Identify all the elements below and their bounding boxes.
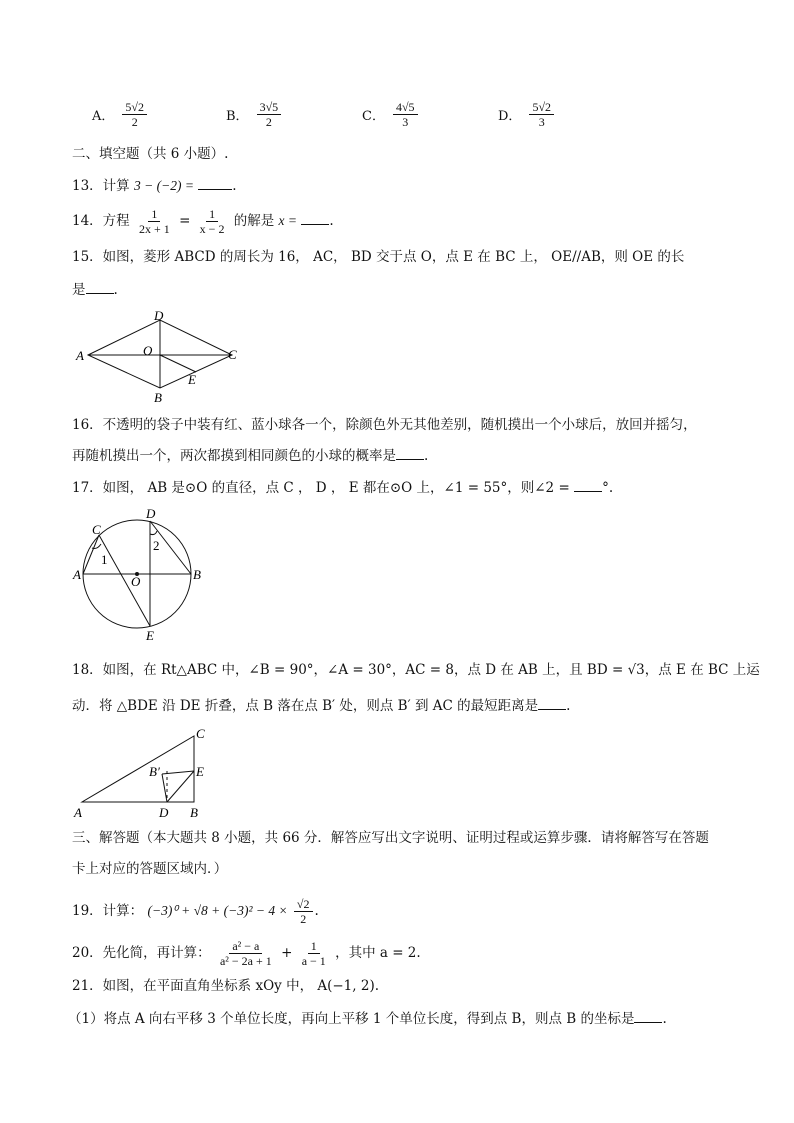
q14-left-num: 1 [148, 207, 160, 222]
option-b-num: 3√5 [257, 100, 282, 115]
q19-prefix: 19．计算： [72, 903, 144, 919]
fig18-label-c: C [196, 726, 205, 741]
fig17-label-c: C [92, 522, 101, 537]
q21-1-answer-blank[interactable] [634, 1008, 662, 1023]
option-d-fraction [529, 100, 554, 129]
q14-equals: = [179, 213, 191, 229]
option-c-label: C． [362, 109, 385, 124]
option-c-fraction [393, 100, 418, 129]
q14-suffix: . [329, 213, 334, 229]
question-21: 21．如图，在平面直角坐标系 xOy 中， A(−1, 2). [72, 978, 380, 994]
q14-left-den: 2x + 1 [138, 222, 170, 236]
option-d-den: 3 [538, 115, 545, 129]
fig18-label-e: E [196, 764, 204, 779]
option-b [226, 100, 283, 129]
q20-num1: a² − a [229, 939, 262, 954]
section3-line2: 卡上对应的答题区域内．） [72, 861, 228, 877]
question-18-line1: 18．如图，在 Rt△ABC 中，∠B = 90°，∠A = 30°，AC = 8，点 D 在 AB 上，且 BD = √3，点 E 在 BC 上运 [72, 662, 760, 678]
fig17-label-e: E [146, 628, 154, 643]
q20-num2: 1 [308, 939, 320, 954]
section2-title: 二、填空题（共 6 小题）. [72, 146, 229, 162]
q16-answer-blank[interactable] [396, 445, 424, 460]
q17-answer-blank[interactable] [574, 477, 602, 492]
q19-den: 2 [300, 912, 307, 926]
option-a-fraction [122, 100, 147, 129]
question-17 [72, 477, 613, 498]
q14-prefix: 14．方程 [72, 213, 130, 229]
option-b-fraction [257, 100, 282, 129]
section3-line1: 三、解答题（本大题共 8 小题，共 66 分．解答应写出文字说明、证明过程或运算步骤．请将解答写在答题 [72, 830, 709, 846]
fig15-label-d: D [154, 308, 164, 323]
q18-line2-prefix: 动．将 △BDE 沿 DE 折叠，点 B 落在点 B′ 处，则点 B′ 到 AC 的最短距离是 [72, 698, 539, 714]
q15-line2-prefix: 是 [72, 282, 86, 298]
figure-18-triangle [70, 722, 230, 822]
q13-prefix: 13．计算 [72, 178, 130, 194]
q13-suffix: . [232, 178, 237, 194]
option-b-label: B． [226, 109, 249, 124]
fig18-label-a: A [74, 805, 82, 820]
q16-suffix: . [424, 448, 429, 464]
option-c [362, 100, 420, 129]
q21-1-suffix: . [662, 1011, 667, 1027]
q14-right-num: 1 [206, 207, 218, 222]
q14-mid: 的解是 [233, 213, 275, 229]
figure-17-circle [70, 504, 220, 644]
q14-right-fraction [197, 207, 228, 236]
q20-fraction-2 [299, 939, 329, 968]
q19-expr: (−3)⁰ + √8 + (−3)² − 4 × [147, 903, 288, 918]
q14-var: x = [278, 213, 298, 228]
q20-den2: a − 1 [301, 954, 326, 968]
q20-plus: + [281, 945, 293, 961]
q18-suffix: . [566, 698, 571, 714]
question-14 [72, 207, 334, 236]
fig17-label-a: A [73, 567, 81, 582]
q20-den1: a² − 2a + 1 [219, 954, 272, 968]
q14-left-fraction [136, 207, 173, 236]
option-c-den: 3 [402, 115, 409, 129]
question-16-line2 [72, 445, 428, 466]
q14-answer-blank[interactable] [301, 210, 329, 225]
fig18-label-b: B [190, 805, 198, 820]
option-b-den: 2 [265, 115, 272, 129]
q14-right-den: x − 2 [199, 222, 225, 236]
fig15-label-o: O [143, 343, 153, 358]
question-21-part1 [68, 1008, 667, 1029]
fig17-label-d: D [146, 506, 156, 521]
question-13 [72, 175, 237, 196]
q19-num: √2 [294, 897, 313, 912]
q20-tail: ，其中 a = 2. [335, 945, 421, 961]
q19-fraction [294, 897, 313, 926]
option-d-num: 5√2 [529, 100, 554, 115]
q21-1-text: （1）将点 A 向右平移 3 个单位长度，再向上平移 1 个单位长度，得到点 B，则点 B 的坐标是 [68, 1011, 635, 1027]
question-20 [72, 939, 421, 968]
q13-expr: 3 − (−2) = [133, 178, 194, 193]
fig18-label-d: D [159, 805, 169, 820]
fig17-angle-2: 2 [153, 538, 160, 553]
q17-text: 17．如图， AB 是⊙O 的直径，点 C ， D ， E 都在⊙O 上，∠1 = 55°，则∠2 = [72, 480, 570, 496]
option-a-num: 5√2 [122, 100, 147, 115]
option-c-num: 4√5 [393, 100, 418, 115]
fig15-label-e: E [188, 372, 196, 387]
question-19 [72, 897, 319, 926]
option-d-label: D． [498, 109, 522, 124]
option-d [498, 100, 556, 129]
fig15-label-b: B [154, 390, 162, 405]
fig17-label-o: O [131, 574, 141, 589]
q20-fraction-1 [217, 939, 275, 968]
question-16-line1: 16．不透明的袋子中装有红、蓝小球各一个，除颜色外无其他差别，随机摸出一个小球后，放回并摇匀， [72, 417, 697, 433]
question-18-line2 [72, 695, 570, 716]
q20-prefix: 20．先化简，再计算： [72, 945, 211, 961]
question-15-line2 [72, 279, 118, 300]
q13-answer-blank[interactable] [198, 175, 232, 190]
q19-suffix: . [314, 903, 319, 919]
q15-suffix: . [113, 282, 118, 298]
q17-suffix: °. [602, 480, 614, 496]
fig15-label-c: C [228, 347, 237, 362]
q18-answer-blank[interactable] [538, 695, 566, 710]
question-15-line1: 15．如图，菱形 ABCD 的周长为 16， AC， BD 交于点 O，点 E 在 BC 上， OE//AB，则 OE 的长 [72, 249, 685, 265]
fig18-label-bprime: B′ [149, 764, 160, 779]
figure-15-rhombus [70, 306, 250, 406]
q16-line2-prefix: 再随机摸出一个，两次都摸到相同颜色的小球的概率是 [72, 448, 396, 464]
fig15-label-a: A [76, 348, 84, 363]
option-a-den: 2 [131, 115, 138, 129]
q15-answer-blank[interactable] [86, 279, 114, 294]
option-a [92, 100, 149, 129]
fig17-angle-1: 1 [101, 552, 108, 567]
fig17-label-b: B [193, 567, 201, 582]
option-a-label: A． [92, 109, 115, 124]
